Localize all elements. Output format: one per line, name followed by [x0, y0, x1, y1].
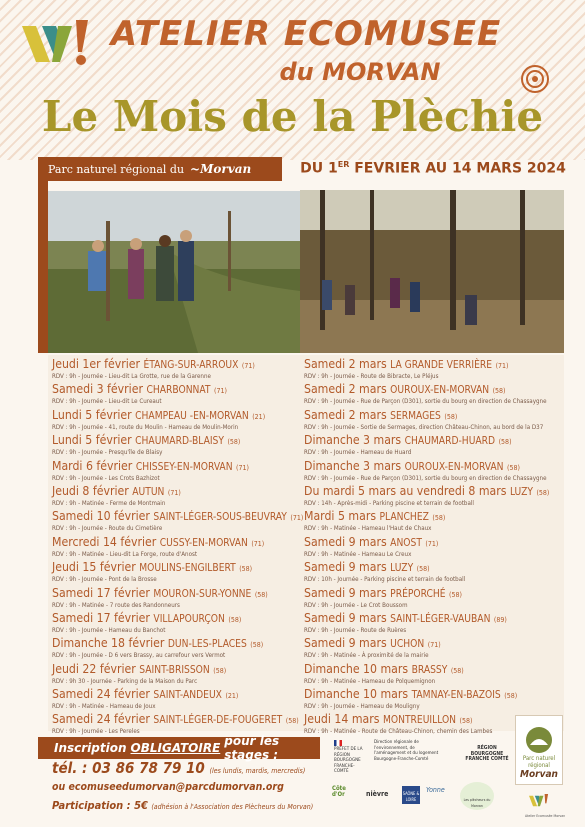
- event-date: Samedi 2 mars: [304, 382, 387, 397]
- event-item: [304, 533, 556, 558]
- schedule-panel: [48, 355, 564, 736]
- event-date: Jeudi 14 mars: [304, 712, 380, 727]
- event-info: RDV : 9h - Matinée - Hameau l'Haut de Chaux: [304, 525, 432, 533]
- event-info: RDV : 9h - Matinée - À proximité de la mairie: [304, 652, 429, 660]
- atelier-logo-icon: [22, 18, 98, 70]
- event-info: RDV : 9h - Journée - Le Crot Boussom: [304, 601, 408, 609]
- event-department: (58): [254, 590, 268, 599]
- event-title: [304, 586, 556, 602]
- event-department: (71): [167, 488, 181, 497]
- event-place: DUN-LES-PLACES: [167, 639, 247, 651]
- atelier-small-logo-icon: [529, 790, 551, 812]
- event-info: RDV : 9h - Journée - Presqu'île de Blaisy: [52, 449, 163, 457]
- event-title: [52, 509, 304, 525]
- event-title: [52, 382, 304, 398]
- event-department: (58): [536, 488, 550, 497]
- event-info: RDV : 9h - Journée - Hameau de Mouligny: [304, 703, 420, 711]
- event-place: CHAMPEAU -EN-MORVAN: [135, 410, 249, 422]
- event-info: RDV : 9h - Journée - Rue de Parçon (D301), sortie du bourg en direction de Chassaygne: [304, 398, 547, 406]
- event-department: (58): [228, 615, 242, 624]
- event-department: (71): [425, 539, 439, 548]
- event-info: RDV : 9h - Journée - Pont de la Brosse: [52, 576, 157, 584]
- event-department: (58): [432, 514, 446, 523]
- event-place: TAMNAY-EN-BAZOIS: [411, 690, 501, 702]
- event-place: SERMAGES: [390, 410, 441, 422]
- event-item: [304, 406, 556, 431]
- partner-logos: [330, 738, 510, 824]
- event-info: RDV : 9h - Matinée - Route de Château-Chinon, chemin des Lambes: [304, 728, 493, 736]
- event-date: Samedi 17 février: [52, 585, 150, 600]
- event-title: [52, 611, 304, 627]
- event-department: (71): [241, 362, 255, 370]
- event-title: [52, 662, 304, 678]
- event-title: [52, 433, 304, 449]
- pnr-logo: Parc naturel régional Morvan: [515, 715, 563, 785]
- main-title: Le Mois de la Plèchie: [41, 92, 544, 141]
- event-department: (89): [493, 615, 507, 624]
- event-date: Dimanche 3 mars: [304, 458, 402, 473]
- event-info: RDV : 9h - Journée - D 6 vers Brassy, au carrefour vers Vermot: [52, 652, 226, 660]
- park-banner: [38, 157, 282, 181]
- event-date: Samedi 9 mars: [304, 610, 387, 625]
- event-title: [304, 687, 556, 703]
- event-place: SAINT-LÉGER-DE-FOUGERET: [153, 715, 283, 727]
- event-date: Jeudi 15 février: [52, 560, 136, 575]
- pnr-emblem-icon: [524, 725, 554, 755]
- event-department: (71): [290, 514, 304, 523]
- event-item: [304, 660, 556, 685]
- event-title: [52, 687, 304, 703]
- event-title: [52, 357, 304, 373]
- event-title: [52, 560, 304, 576]
- event-place: CHAUMARD-HUARD: [404, 436, 496, 448]
- event-info: RDV : 9h - Matinée - Ferme de Montmain: [52, 499, 166, 507]
- event-title: [52, 586, 304, 602]
- event-date: Samedi 9 mars: [304, 560, 387, 575]
- event-info: RDV : 9h - Journée - Hameau de Huard: [304, 449, 412, 457]
- event-item: [52, 507, 304, 532]
- event-date: Samedi 24 février: [52, 712, 150, 727]
- logo-dreal: Direction régionale de l'environnement, de l'aménagement et du logement Bourgogne-Franche-Comté: [374, 740, 439, 762]
- event-item: [304, 685, 556, 710]
- event-item: [52, 406, 304, 431]
- event-date: Dimanche 10 mars: [304, 661, 409, 676]
- email-link[interactable]: ou ecomuseedumorvan@parcdumorvan.org: [52, 781, 284, 793]
- event-info: RDV : 9h - Journée - Route de Bibracte, Le Pléjus: [304, 373, 439, 380]
- logo-yonne: Yonne: [426, 786, 445, 794]
- accent-bar: [38, 181, 48, 353]
- event-info: RDV : 9h - Journée - 41, route du Moulin - Hameau de Moulin-Morin: [52, 423, 239, 431]
- event-title: [304, 611, 556, 627]
- event-department: (71): [213, 387, 227, 396]
- event-department: (58): [504, 692, 518, 701]
- event-date: Dimanche 10 mars: [304, 687, 409, 702]
- event-department: (71): [236, 463, 249, 472]
- event-place: UCHON: [390, 639, 425, 651]
- event-title: [52, 535, 304, 551]
- event-department: (58): [498, 438, 512, 447]
- event-title: [304, 408, 556, 424]
- event-item: [304, 584, 556, 609]
- schedule-column-february: [52, 355, 304, 736]
- event-date: Samedi 24 février: [52, 687, 150, 702]
- phone-number[interactable]: tél. : 03 86 78 79 10 (les lundis, mardis, mercredis): [52, 759, 306, 777]
- event-info: RDV : 14h - Après-midi - Parking piscine et terrain de football: [304, 499, 474, 507]
- event-info: RDV : 9h - Journée - Lieu-dit La Grotte, rue de la Garenne: [52, 373, 211, 380]
- event-place: ÉTANG-SUR-ARROUX: [143, 360, 239, 371]
- event-info: RDV : 9h - Journée - Les Pereles: [52, 728, 140, 736]
- event-date: Lundi 5 février: [52, 407, 132, 422]
- event-info: RDV : 9h - Matinée - Hameau Le Creux: [304, 550, 412, 558]
- event-date: Dimanche 3 mars: [304, 433, 402, 448]
- event-item: [52, 355, 304, 380]
- event-department: (71): [251, 539, 265, 548]
- event-department: (58): [449, 590, 462, 599]
- title-morvan: du MORVAN: [279, 58, 441, 86]
- logo-prefet: PRÉFET DE LA RÉGION BOURGOGNE FRANCHE-COMTÉ: [334, 740, 368, 775]
- event-item: [52, 380, 304, 405]
- event-department: (71): [427, 641, 441, 650]
- event-info: RDV : 9h - Matinée - Lieu-dit La Forge, route d'Anost: [52, 550, 198, 558]
- event-info: RDV : 9h 30 - Journée - Parking de la Maison du Parc: [52, 677, 198, 685]
- logo-plecheurs: Les plècheurs du Morvan: [460, 782, 494, 810]
- event-department: (58): [416, 565, 430, 574]
- event-place: CHARBONNAT: [146, 385, 211, 397]
- event-title: [304, 560, 556, 576]
- event-item: [52, 710, 304, 735]
- event-place: SAINT-LÉGER-SOUS-BEUVRAY: [153, 512, 287, 524]
- event-title: [52, 459, 304, 475]
- event-place: OUROUX-EN-MORVAN: [390, 385, 490, 397]
- event-item: [52, 634, 304, 659]
- event-date: Samedi 9 mars: [304, 534, 387, 549]
- event-date: Samedi 10 février: [52, 509, 150, 524]
- event-department: (71): [495, 362, 509, 370]
- event-department: (58): [459, 717, 473, 726]
- event-place: SAINT-BRISSON: [139, 664, 210, 676]
- event-item: [52, 584, 304, 609]
- event-date: Du mardi 5 mars au vendredi 8 mars: [304, 483, 507, 498]
- event-place: PLANCHEZ: [379, 512, 429, 524]
- event-department: (58): [239, 565, 253, 574]
- event-department: (58): [250, 641, 264, 650]
- event-info: RDV : 9h - Journée - Sortie de Sermages, direction Château-Chinon, au bord de la D37: [304, 423, 544, 431]
- event-date: Mardi 6 février: [52, 458, 133, 473]
- event-title: [304, 636, 556, 652]
- event-item: [304, 507, 556, 532]
- event-item: [304, 355, 556, 380]
- event-place: MONTREUILLON: [382, 715, 457, 727]
- event-info: RDV : 9h - Matinée - 7 route des Randonneurs: [52, 601, 180, 609]
- event-item: [304, 482, 556, 507]
- event-place: LA GRANDE VERRIÈRE: [390, 360, 493, 371]
- park-logo-text: ~Morvan: [190, 162, 252, 176]
- event-info: RDV : 9h - Journée - Route du Cimetière: [52, 525, 163, 533]
- event-info: RDV : 9h - Journée - Lieu-dit Le Cureaut: [52, 398, 162, 406]
- event-department: (58): [285, 717, 299, 726]
- event-info: RDV : 9h - Journée - Les Crots Bazhizot: [52, 474, 160, 482]
- event-info: RDV : 9h - Journée - Rue de Parçon (D301), sortie du bourg en direction de Chassaygne: [304, 474, 547, 482]
- event-department: (21): [225, 692, 239, 701]
- small-logo-caption: Atelier Ecomusée Morvan: [525, 814, 566, 818]
- event-item: [304, 558, 556, 583]
- event-item: [52, 457, 304, 482]
- event-info: RDV : 9h - Matinée - Hameau de Joux: [52, 703, 156, 711]
- park-label: Parc naturel régional du: [48, 162, 185, 176]
- event-date: Jeudi 22 février: [52, 661, 136, 676]
- event-place: VILLAPOURÇON: [153, 613, 225, 625]
- event-item: [304, 431, 556, 456]
- event-item: [304, 380, 556, 405]
- event-item: [304, 457, 556, 482]
- event-info: RDV : 10h - Journée - Parking piscine et terrain de football: [304, 576, 466, 584]
- event-item: [52, 482, 304, 507]
- event-place: AUTUN: [132, 486, 165, 498]
- event-place: PRÉPORCHÉ: [390, 588, 446, 600]
- event-item: [304, 634, 556, 659]
- logo-nievre: nièvre: [366, 790, 389, 798]
- event-date: Samedi 9 mars: [304, 585, 387, 600]
- event-date: Jeudi 1er février: [52, 357, 141, 371]
- event-title: [52, 712, 304, 728]
- event-department: (58): [227, 438, 241, 447]
- participation-price: Participation : 5€ (adhésion à l'Association des Plècheurs du Morvan): [52, 799, 314, 812]
- event-date: Samedi 2 mars: [304, 407, 387, 422]
- event-item: [52, 558, 304, 583]
- event-info: RDV : 9h - Matinée - Hameau de Polquemignon: [304, 677, 436, 685]
- event-place: SAINT-ANDEUX: [153, 690, 222, 702]
- event-date: Samedi 3 février: [52, 382, 143, 397]
- event-place: LUZY: [509, 486, 533, 498]
- event-title: [304, 535, 556, 551]
- logo-region: RÉGION BOURGOGNE FRANCHE COMTÉ: [465, 745, 509, 762]
- event-place: MOULINS-ENGILBERT: [139, 563, 236, 575]
- event-date: Lundi 5 février: [52, 433, 132, 448]
- event-department: (58): [492, 387, 506, 396]
- event-info: RDV : 9h - Journée - Hameau du Banchot: [52, 626, 166, 634]
- event-date: Samedi 17 février: [52, 610, 150, 625]
- date-range: DU 1ER FEVRIER AU 14 MARS 2024: [300, 160, 566, 177]
- event-title: [304, 357, 556, 373]
- photo-forest-group: [300, 190, 564, 353]
- event-date: Mardi 5 mars: [304, 509, 377, 524]
- event-date: Samedi 2 mars: [304, 357, 387, 371]
- event-item: [52, 533, 304, 558]
- logo-cote-dor: Côte d'Or: [332, 785, 346, 798]
- event-title: [52, 636, 304, 652]
- event-place: SAINT-LÉGER-VAUBAN: [390, 613, 491, 625]
- event-item: [52, 660, 304, 685]
- event-department: (21): [252, 412, 266, 421]
- event-place: OUROUX-EN-MORVAN: [404, 461, 504, 473]
- event-date: Samedi 9 mars: [304, 636, 387, 651]
- event-item: [304, 609, 556, 634]
- event-place: CHISSEY-EN-MORVAN: [135, 461, 233, 473]
- event-title: [304, 484, 556, 500]
- event-title: [304, 459, 556, 475]
- event-title: [304, 509, 556, 525]
- event-place: BRASSY: [411, 664, 448, 676]
- event-item: [52, 609, 304, 634]
- event-title: [304, 662, 556, 678]
- event-title: [52, 484, 304, 500]
- event-title: [304, 433, 556, 449]
- event-title: [304, 382, 556, 398]
- event-place: CUSSY-EN-MORVAN: [159, 537, 248, 549]
- event-department: (58): [213, 666, 227, 675]
- event-department: (58): [450, 666, 464, 675]
- target-icon: [520, 64, 550, 94]
- event-title: [52, 408, 304, 424]
- event-date: Dimanche 18 février: [52, 636, 165, 651]
- event-date: Jeudi 8 février: [52, 483, 129, 498]
- event-department: (58): [507, 463, 520, 472]
- event-item: [52, 431, 304, 456]
- event-info: RDV : 9h - Journée - Route de Ruères: [304, 626, 407, 634]
- event-department: (58): [444, 412, 458, 421]
- event-place: CHAUMARD-BLAISY: [135, 436, 224, 448]
- event-item: [52, 685, 304, 710]
- event-place: LUZY: [390, 563, 414, 575]
- schedule-column-march: [304, 355, 556, 736]
- event-place: ANOST: [390, 537, 422, 549]
- photo-hedge-workers: [48, 191, 300, 353]
- logo-saone-loire: SAÔNE & LOIRE: [402, 786, 420, 804]
- inscription-banner: Inscription OBLIGATOIRE pour les stages :: [38, 737, 320, 759]
- event-date: Mercredi 14 février: [52, 534, 157, 549]
- event-place: MOURON-SUR-YONNE: [153, 588, 252, 600]
- title-atelier: ATELIER ECOMUSEE: [110, 14, 502, 54]
